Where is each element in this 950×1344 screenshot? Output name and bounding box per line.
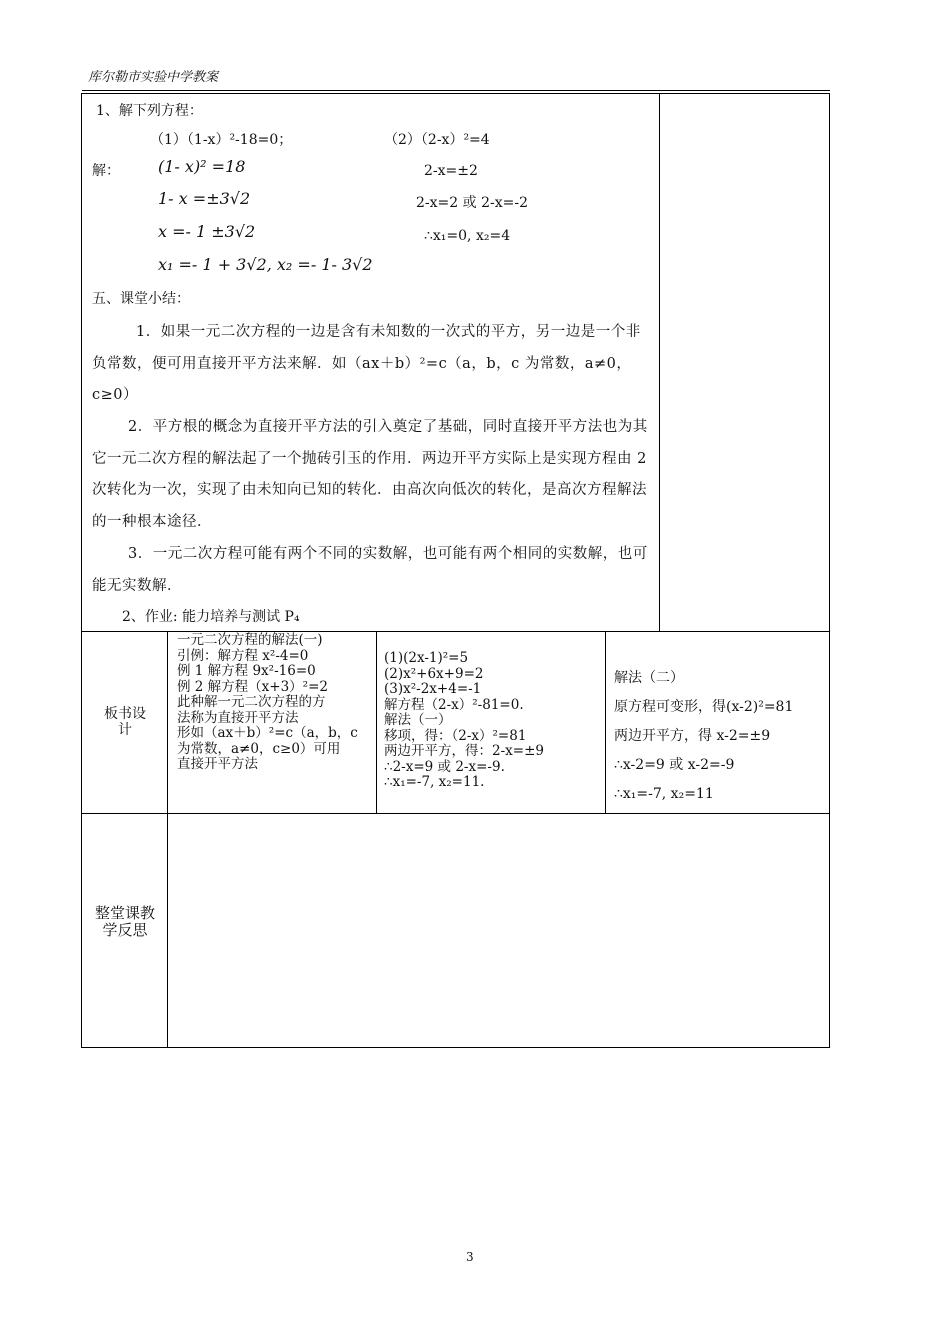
board-col-1	[177, 633, 358, 773]
board-col2-line: 解方程（2-x）²-81=0.	[384, 696, 524, 713]
board-col2-line: (2)x²+6x+9=2	[384, 665, 484, 682]
step-left-1: (1- x)² =18	[158, 157, 246, 176]
board-col1-line: 此种解一元二次方程的方	[177, 694, 326, 710]
board-col1-line: 法称为直接开平方法	[177, 709, 299, 726]
board-col3-line: ∴x₁=-7, x₂=11	[614, 786, 714, 802]
homework: 2、作业: 能力培养与测试 P₄	[122, 609, 300, 625]
right-margin-divider	[659, 93, 660, 631]
problem-1: （1）（1-x）²-18=0；	[150, 132, 293, 148]
solve-label: 解：	[92, 163, 120, 179]
board-col2-line: ∴x₁=-7, x₂=11.	[384, 774, 485, 790]
reflection-label-text: 整堂课教学反思	[94, 904, 155, 939]
step-left-3: x =- 1 ±3√2	[158, 222, 256, 241]
board-col3-line: ∴x-2=9 或 x-2=-9	[614, 757, 735, 773]
board-col1-line: 形如（ax＋b）²=c（a，b，c	[177, 725, 358, 741]
summary-paragraph-1: 1．如果一元二次方程的一边是含有未知数的一次式的平方，另一边是一个非负常数，便可用直接开平方法来解．如（ax＋b）²=c（a，b，c 为常数，a≠0，c≥0）	[92, 324, 641, 403]
board-label	[104, 706, 146, 738]
board-col1-line: 一元二次方程的解法(一)	[177, 632, 323, 648]
board-col2-line: (3)x²-2x+4=-1	[384, 681, 482, 697]
board-col2-line: (1)(2x-1)²=5	[384, 650, 469, 666]
header-school: 库尔勒市实验中学教案	[88, 70, 219, 85]
board-col1-line: 例 2 解方程（x+3）²=2	[177, 678, 328, 695]
header-rule	[82, 90, 830, 91]
board-col2-line: 两边开平方，得：2-x=±9	[384, 743, 544, 759]
reflection-top-rule	[81, 813, 830, 814]
board-col3-line: 解法（二）	[614, 670, 684, 686]
step-right-3: ∴x₁=0, x₂=4	[424, 228, 511, 244]
label-column-divider	[167, 631, 168, 1048]
summary-paragraph-3: 3．一元二次方程可能有两个不同的实数解，也可能有两个相同的实数解，也可能无实数解．	[92, 546, 648, 594]
board-col-divider-2	[605, 631, 606, 813]
exercise-title: 1、解下列方程：	[96, 103, 203, 119]
board-label-text: 板书设计	[104, 706, 146, 738]
board-col1-line: 为常数，a≠0，c≥0）可用	[177, 740, 341, 757]
board-col2-line: 移项，得：（2-x）²=81	[384, 727, 527, 744]
step-right-1: 2-x=±2	[424, 163, 478, 179]
board-col2-line: ∴2-x=9 或 2-x=-9.	[384, 758, 505, 775]
board-col1-line: 引例：解方程 x²-4=0	[177, 647, 309, 664]
step-left-2: 1- x =±3√2	[158, 189, 251, 208]
reflection-label	[88, 905, 162, 939]
board-col1-line: 例 1 解方程 9x²-16=0	[177, 663, 316, 679]
board-col-2	[384, 651, 544, 791]
step-left-4: x₁ =- 1 + 3√2, x₂ =- 1- 3√2	[158, 255, 373, 274]
summary-paragraph-2: 2．平方根的概念为直接开平方法的引入奠定了基础，同时直接开平方法也为其它一元二次方程的解法起了一个抛砖引玉的作用．两边开平方实际上是实现方程由 2 次转化为一次，实现了由未知向已知的转化．由高次向低次的转化，是高次方程解法的一种根本途径．	[92, 419, 648, 530]
problem-2: （2）（2-x）²=4	[384, 132, 490, 148]
board-col-divider-1	[376, 631, 377, 813]
page-number: 3	[466, 1250, 474, 1264]
board-col2-line: 解法（一）	[384, 712, 452, 728]
summary-title: 五、课堂小结：	[92, 291, 190, 307]
board-col3-line: 两边开平方，得 x-2=±9	[614, 728, 771, 744]
step-right-2: 2-x=2 或 2-x=-2	[416, 195, 528, 211]
board-col1-line: 直接开平方法	[177, 756, 258, 772]
board-col3-line: 原方程可变形，得(x-2)²=81	[614, 699, 794, 715]
board-col-3	[614, 664, 793, 809]
